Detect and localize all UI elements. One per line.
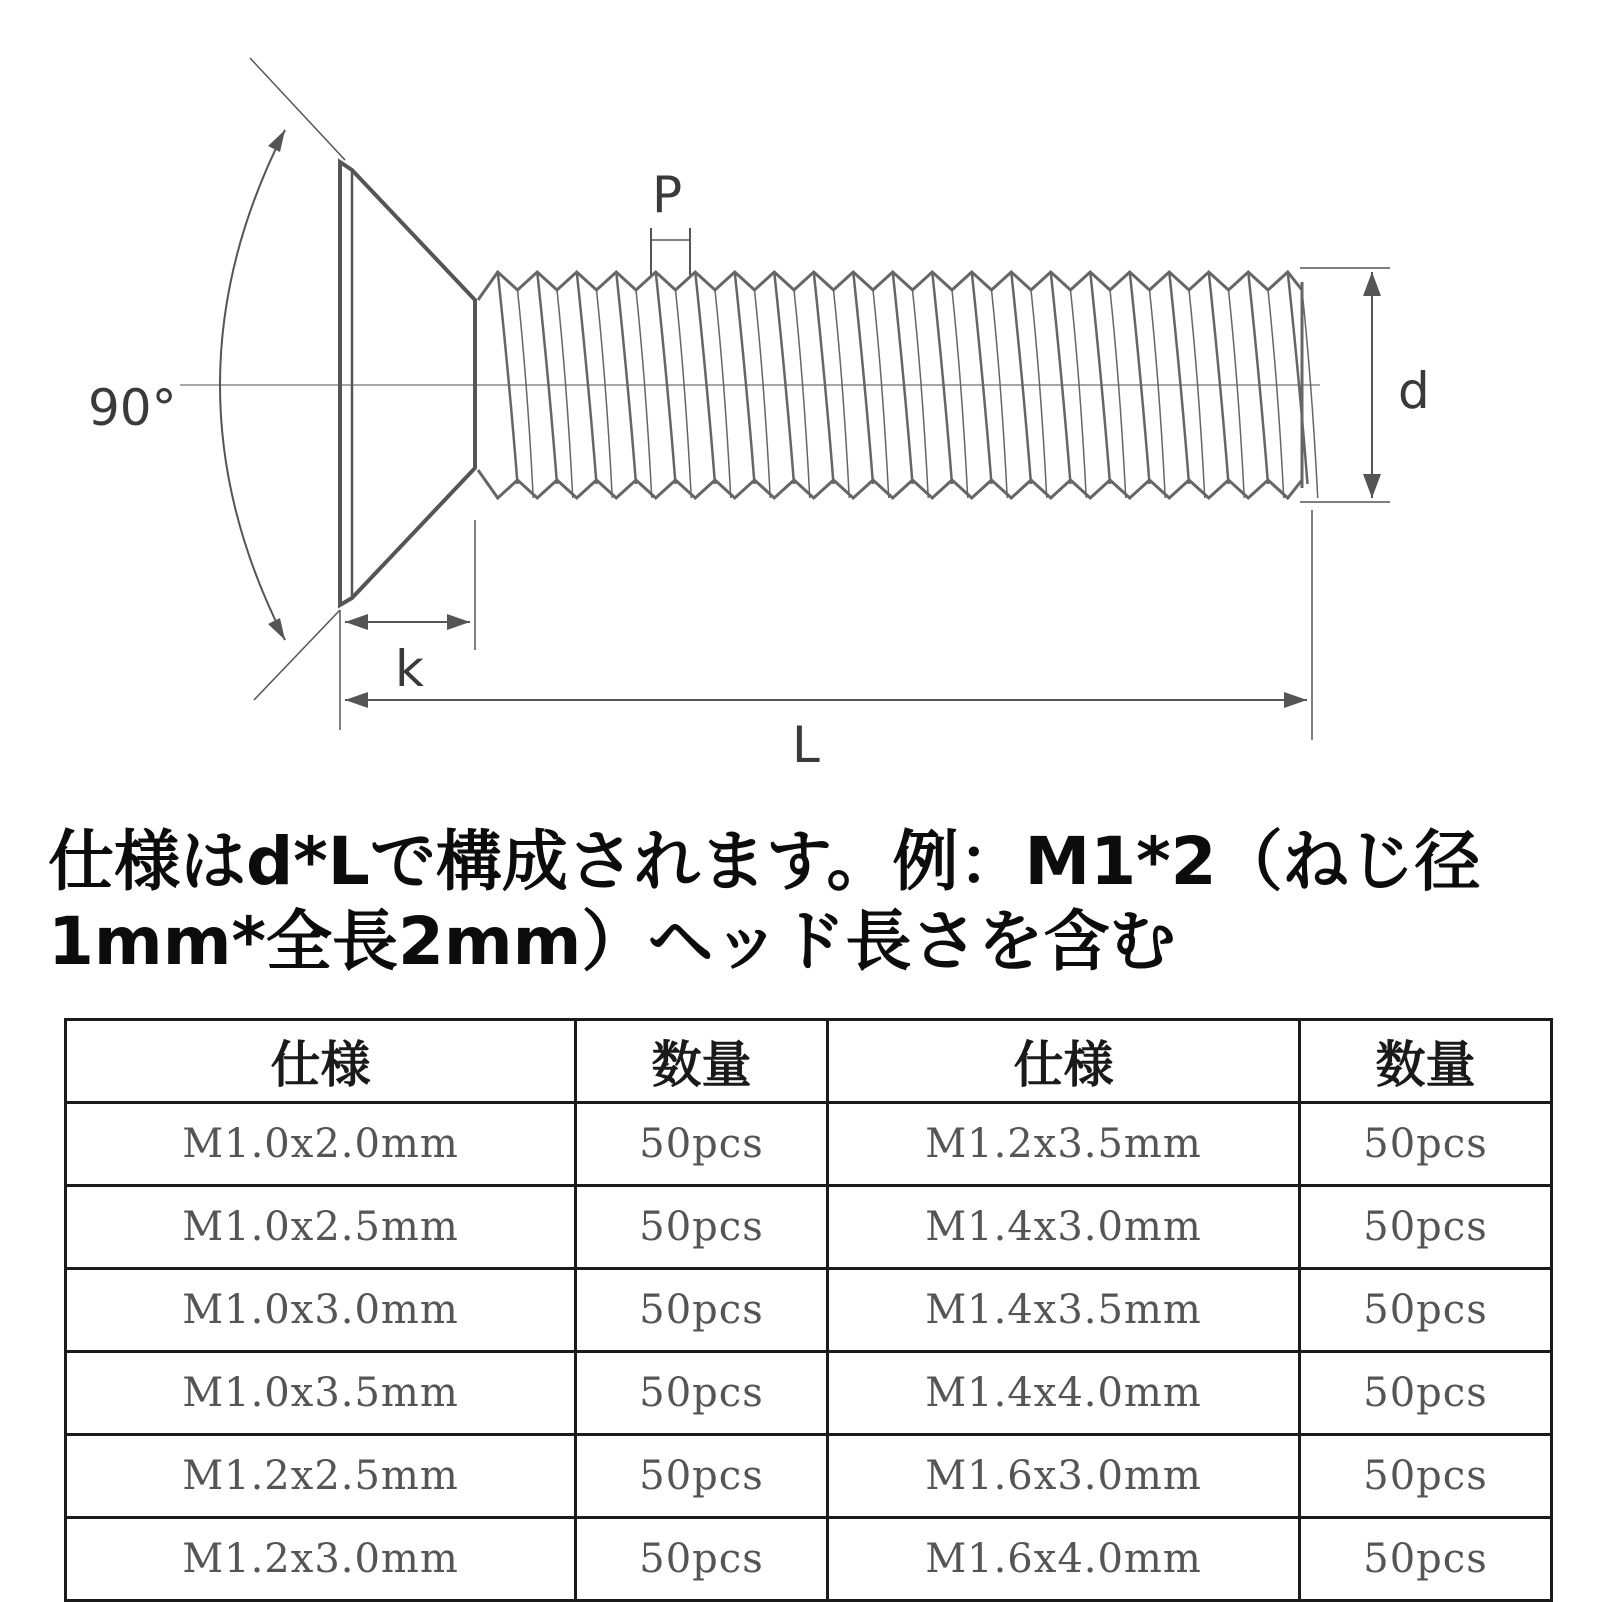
thread-crest-line <box>1011 272 1031 484</box>
thread-crest-line <box>893 272 913 484</box>
quantity-cell: 50pcs <box>576 1518 828 1601</box>
description-line-1: 仕様はd*Lで構成されます。例：M1*2（ねじ径 <box>48 823 1481 900</box>
spec-cell: M1.0x3.5mm <box>66 1352 576 1435</box>
thread-root-line <box>1110 290 1126 498</box>
quantity-cell: 50pcs <box>576 1103 828 1186</box>
spec-cell: M1.2x2.5mm <box>66 1435 576 1518</box>
table-row <box>66 1186 1552 1269</box>
thread-root-line <box>992 290 1008 498</box>
description-line-2: 1mm*全長2mm）ヘッド長さを含む <box>48 903 1176 980</box>
thread-crest-line <box>1248 272 1268 484</box>
table-row <box>66 1518 1552 1601</box>
diameter-arrow-bottom <box>1363 474 1381 498</box>
quantity-cell: 50pcs <box>1300 1352 1552 1435</box>
spec-cell: M1.0x2.5mm <box>66 1186 576 1269</box>
thread-crest-line <box>1130 272 1150 484</box>
thread-crest-line <box>1090 272 1110 484</box>
L-arrow-right <box>1284 692 1307 708</box>
quantity-cell: 50pcs <box>1300 1269 1552 1352</box>
quantity-cell: 50pcs <box>576 1269 828 1352</box>
thread-root-line <box>557 290 573 498</box>
thread-crest-line <box>577 272 597 484</box>
thread-crest-line <box>1169 272 1189 484</box>
k-arrow-left <box>345 614 368 630</box>
spec-cell: M1.4x3.0mm <box>828 1186 1300 1269</box>
spec-cell: M1.2x3.0mm <box>66 1518 576 1601</box>
thread-root-line <box>597 290 613 498</box>
quantity-cell: 50pcs <box>576 1352 828 1435</box>
thread-root-line <box>1268 290 1284 498</box>
thread-crest-line <box>932 272 952 484</box>
quantity-cell: 50pcs <box>576 1435 828 1518</box>
thread-crest-line <box>498 272 518 484</box>
quantity-cell: 50pcs <box>1300 1186 1552 1269</box>
thread-root-line <box>1302 290 1318 498</box>
k-arrow-right <box>447 614 470 630</box>
thread-root-line <box>794 290 810 498</box>
diameter-arrow-top <box>1363 272 1381 296</box>
quantity-cell: 50pcs <box>1300 1435 1552 1518</box>
spec-table <box>64 1018 1553 1602</box>
head-length-label: k <box>395 640 424 698</box>
thread-crest-line <box>774 272 794 484</box>
quantity-cell: 50pcs <box>1300 1518 1552 1601</box>
spec-description <box>48 822 1588 982</box>
thread-crest-line <box>853 272 873 484</box>
table-row <box>66 1352 1552 1435</box>
spec-cell: M1.2x3.5mm <box>828 1103 1300 1186</box>
thread-root-line <box>952 290 968 498</box>
header-spec: 仕様 <box>66 1020 576 1103</box>
thread-root-line <box>715 290 731 498</box>
diameter-label: d <box>1398 362 1430 420</box>
thread-root-line <box>1031 290 1047 498</box>
thread-crest-line <box>616 272 636 484</box>
pitch-label: P <box>652 166 683 224</box>
spec-cell: M1.4x3.5mm <box>828 1269 1300 1352</box>
screw-head <box>340 162 475 605</box>
header-quantity: 数量 <box>1300 1020 1552 1103</box>
thread-outline-bottom <box>478 470 1302 498</box>
L-arrow-left <box>345 692 368 708</box>
thread-crest-line <box>1051 272 1071 484</box>
thread-root-line <box>676 290 692 498</box>
screw-dimension-diagram <box>0 0 1600 800</box>
thread-crest-line <box>735 272 755 484</box>
spec-cell: M1.0x3.0mm <box>66 1269 576 1352</box>
thread-crest-line <box>814 272 834 484</box>
thread-root-line <box>636 290 652 498</box>
angle-label: 90° <box>88 379 177 437</box>
thread-root-line <box>1071 290 1087 498</box>
length-label: L <box>792 716 820 774</box>
spec-cell: M1.0x2.0mm <box>66 1103 576 1186</box>
thread-root-line <box>913 290 929 498</box>
header-spec: 仕様 <box>828 1020 1300 1103</box>
thread-root-line <box>518 290 534 498</box>
table-header-row <box>66 1020 1552 1103</box>
thread-crest-line <box>695 272 715 484</box>
thread-crest-line <box>537 272 557 484</box>
table-row <box>66 1269 1552 1352</box>
thread-outline-top <box>478 272 1302 300</box>
thread-root-line <box>1189 290 1205 498</box>
table-row <box>66 1103 1552 1186</box>
thread-crest-line <box>972 272 992 484</box>
angle-extension-top <box>250 58 345 160</box>
thread-root-line <box>1229 290 1245 498</box>
quantity-cell: 50pcs <box>1300 1103 1552 1186</box>
thread-root-line <box>834 290 850 498</box>
angle-extension-bottom <box>254 610 340 700</box>
angle-arrow-top <box>268 130 285 152</box>
quantity-cell: 50pcs <box>576 1186 828 1269</box>
angle-arrow-bottom <box>268 618 285 640</box>
thread-root-line <box>1150 290 1166 498</box>
thread-crest-line <box>656 272 676 484</box>
thread-root-line <box>873 290 889 498</box>
spec-cell: M1.4x4.0mm <box>828 1352 1300 1435</box>
thread-crest-line <box>1209 272 1229 484</box>
spec-cell: M1.6x4.0mm <box>828 1518 1300 1601</box>
thread-root-line <box>755 290 771 498</box>
thread-crest-line <box>1288 272 1308 484</box>
spec-cell: M1.6x3.0mm <box>828 1435 1300 1518</box>
table-row <box>66 1435 1552 1518</box>
header-quantity: 数量 <box>576 1020 828 1103</box>
